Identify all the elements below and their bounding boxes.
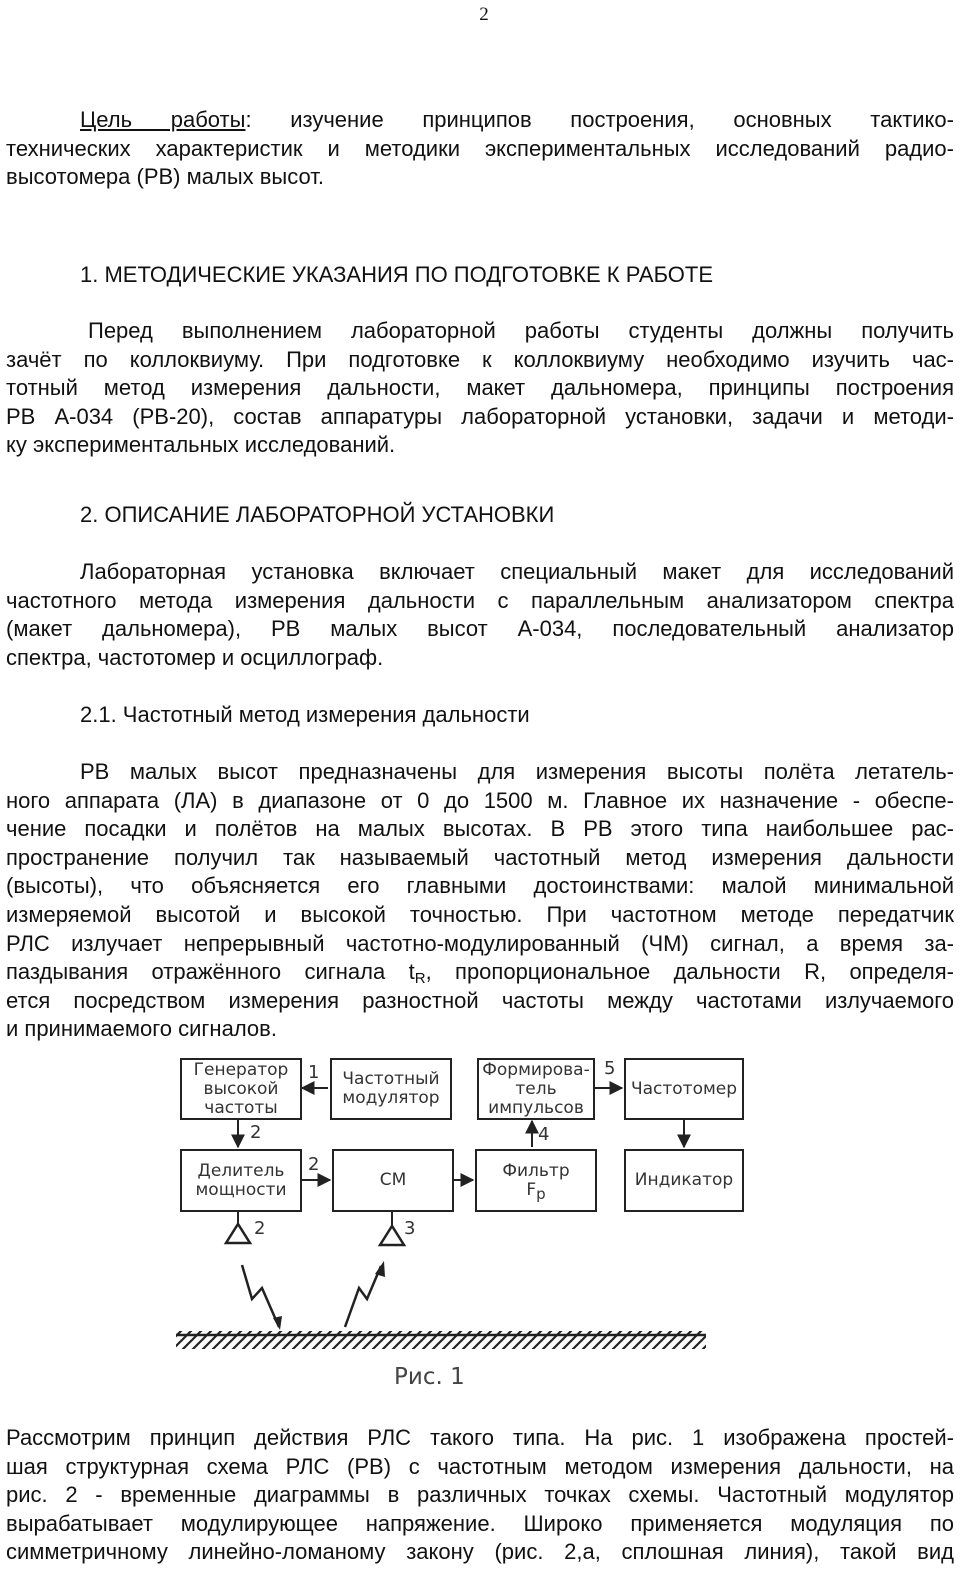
label-2-generator: 2 <box>250 1122 262 1143</box>
goal-label: Цель работы <box>80 107 246 132</box>
section21-line-1: РВ малых высот предназначены для измерения высоты полёта летатель- <box>80 759 954 784</box>
page-number: 2 <box>479 4 489 25</box>
section2-line-1: Лабораторная установка включает специальный макет для исследований <box>80 559 954 584</box>
label-1: 1 <box>308 1062 320 1083</box>
modulator-block: Частотный модулятор <box>330 1058 452 1120</box>
label-5: 5 <box>604 1058 616 1079</box>
section2-paragraph <box>6 558 954 672</box>
frequency-meter-block: Частотомер <box>624 1058 744 1120</box>
indicator-block: Индикатор <box>624 1149 744 1212</box>
tx-wave-arrowhead <box>273 1316 282 1330</box>
tx-antenna-icon <box>226 1224 250 1243</box>
section1-paragraph <box>6 317 954 460</box>
section1-line-2: зачёт по коллоквиуму. При подготовке к коллоквиуму необходимо изучить час- <box>6 346 954 372</box>
section1-line-1: Перед выполнением лабораторной работы студенты должны получить <box>88 318 954 343</box>
section1-line-4: РВ А-034 (РВ-20), состав аппаратуры лабораторной установки, задачи и методи- <box>6 403 954 429</box>
label-3-antenna: 3 <box>404 1218 416 1239</box>
after-line-4: вырабатывает модулирующее напряжение. Широко применяется модуляция по <box>6 1510 954 1536</box>
filter-block: Фильтр $F_р$ <box>475 1149 597 1212</box>
section21-line-3: чение посадки и полётов на малых высотах. В РВ этого типа наибольшее рас- <box>6 816 954 842</box>
section2-heading: 2. ОПИСАНИЕ ЛАБОРАТОРНОЙ УСТАНОВКИ <box>80 502 555 527</box>
tx-wave-icon <box>242 1265 279 1327</box>
rx-antenna-icon <box>380 1226 404 1245</box>
after-line-5: симметричному линейно-ломаному закону (рис. 2,а, сплошная линия), такой вид <box>6 1539 954 1565</box>
section21-line-4: пространение получил так называемый частотный метод измерения дальности <box>6 844 954 870</box>
after-figure-paragraph <box>6 1424 954 1567</box>
section2-line-3: (макет дальномера), РВ малых высот А-034, последовательный анализатор <box>6 616 954 642</box>
after-line-1: Рассмотрим принцип действия РЛС такого типа. На рис. 1 изображена простей- <box>6 1425 954 1450</box>
section1-line-5: ку экспериментальных исследований. <box>6 432 396 458</box>
figure-caption: Рис. 1 <box>394 1364 465 1390</box>
section2-line-2: частотного метода измерения дальности с параллельным анализатором спектра <box>6 587 954 613</box>
section21-line-6: измеряемой высотой и высокой точностью. При частотном методе передатчик <box>6 901 954 927</box>
mixer-block: СМ <box>332 1149 454 1212</box>
subscript-r: R <box>414 970 426 988</box>
goal-paragraph <box>6 106 954 192</box>
after-line-2: шая структурная схема РЛС (РВ) с частотным методом измерения дальности, на <box>6 1453 954 1479</box>
section21-line-5: (высоты), что объясняется его главными достоинствами: малой минимальной <box>6 873 954 899</box>
figure-block-diagram <box>170 1052 770 1397</box>
pulse-shaper-block: Формирова- тель импульсов <box>477 1058 595 1120</box>
goal-line-2: технических характеристик и методики экспериментальных исследований радио- <box>6 135 954 161</box>
section2-line-4: спектра, частотомер и осциллограф. <box>6 644 384 670</box>
generator-block: Генератор высокой частоты <box>180 1058 302 1120</box>
power-divider-block: Делитель мощности <box>180 1149 302 1212</box>
section21-line-7: РЛС излучает непрерывный частотно-модулированный (ЧМ) сигнал, а время за- <box>6 930 954 956</box>
after-line-3: рис. 2 - временные диаграммы в различных точках схемы. Частотный модулятор <box>6 1482 954 1508</box>
label-2-divider: 2 <box>308 1154 320 1175</box>
label-2-antenna: 2 <box>254 1218 266 1239</box>
section21-paragraph <box>6 758 954 1044</box>
rx-wave-icon <box>345 1266 381 1327</box>
section1-line-3: тотный метод измерения дальности, макет дальномера, принципы построения <box>6 375 954 401</box>
section21-line-10: и принимаемого сигналов. <box>6 1016 277 1042</box>
label-4: 4 <box>538 1124 550 1145</box>
goal-line-1: Цель работы: изучение принципов построения, основных тактико- <box>80 107 954 132</box>
ground-icon <box>176 1331 706 1349</box>
section21-line-2: ного аппарата (ЛА) в диапазоне от 0 до 1500 м. Главное их назначение - обеспе- <box>6 787 954 813</box>
goal-line-3: высотомера (РВ) малых высот. <box>6 164 324 190</box>
section21-heading: 2.1. Частотный метод измерения дальности <box>80 702 530 727</box>
section1-heading: 1. МЕТОДИЧЕСКИЕ УКАЗАНИЯ ПО ПОДГОТОВКЕ К РАБОТЕ <box>80 262 713 287</box>
section21-line-8: паздывания отражённого сигнала $t_R$, пропорциональное дальности R, определя- <box>6 959 954 988</box>
section21-line-9: ется посредством измерения разностной частоты между частотами излучаемого <box>6 987 954 1013</box>
